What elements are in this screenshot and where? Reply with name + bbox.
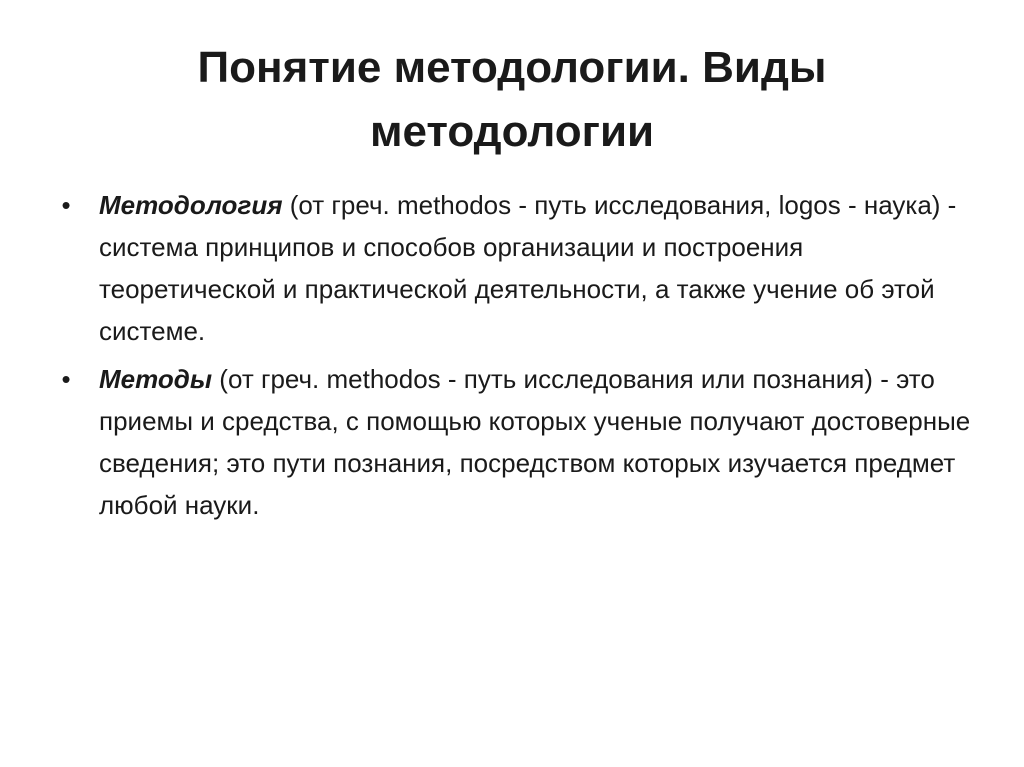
- bullet-dot-icon: •: [61, 364, 71, 394]
- term-methods: Методы: [99, 364, 213, 394]
- definition-methodology: (от греч. methodos - путь исследования, logos - наука) - система принципов и способов организации и построения теоретической и практической деятельности, а также учение об этой системе.: [99, 190, 957, 346]
- bullet-dot-icon: •: [61, 190, 71, 220]
- definition-methods: (от греч. methodos - путь исследования или познания) - это приемы и средства, с помощью которых ученые получают достоверные сведения; это пути познания, посредством которых изучается предмет любой науки.: [99, 364, 971, 520]
- slide-title-line-2: методологии: [369, 107, 655, 156]
- term-methodology: Методология: [99, 190, 283, 220]
- slide-title-line-1: Понятие методологии. Виды: [197, 43, 827, 92]
- slide-title: [0, 36, 1024, 164]
- bullet-methods: [56, 358, 976, 526]
- bullet-list: [56, 184, 976, 532]
- bullet-methodology: [56, 184, 976, 352]
